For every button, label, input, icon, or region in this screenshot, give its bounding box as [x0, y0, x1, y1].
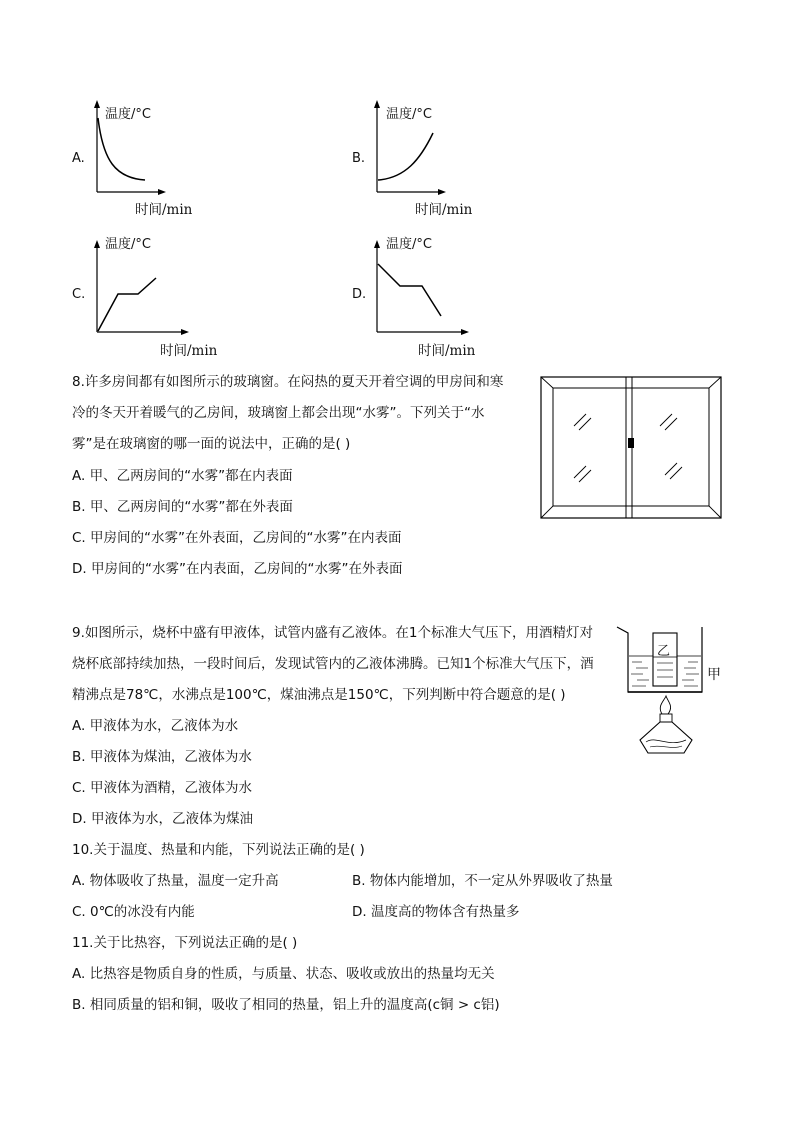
q8-stem-line-2: 冷的冬天开着暖气的乙房间，玻璃窗上都会出现“水雾”。下列关于“水 [72, 405, 485, 421]
option-label-a: A. [72, 151, 85, 166]
q8-option-c: C. 甲房间的“水雾”在外表面，乙房间的“水雾”在内表面 [72, 530, 402, 546]
q9-option-c: C. 甲液体为酒精，乙液体为水 [72, 780, 253, 796]
x-axis-label-d: 时间/min [418, 343, 476, 359]
x-axis-label-a: 时间/min [135, 202, 193, 218]
y-axis-label-a: 温度/°C [105, 107, 151, 122]
option-label-b: B. [352, 151, 366, 166]
q10-stem: 10.关于温度、热量和内能，下列说法正确的是( ) [72, 842, 365, 858]
q8-stem-line-1: 8.许多房间都有如图所示的玻璃窗。在闷热的夏天开着空调的甲房间和寒 [72, 374, 504, 390]
tube-label: 乙 [657, 644, 671, 659]
q8-option-b: B. 甲、乙两房间的“水雾”都在外表面 [72, 499, 293, 515]
option-label-c: C. [72, 287, 86, 302]
y-axis-label-c: 温度/°C [105, 237, 151, 252]
beaker-figure [0, 0, 1, 1]
x-axis-label-c: 时间/min [160, 343, 218, 359]
q9-stem-line-1: 9.如图所示，烧杯中盛有甲液体，试管内盛有乙液体。在1个标准大气压下，用酒精灯对 [72, 625, 593, 641]
q8-option-d: D. 甲房间的“水雾”在内表面，乙房间的“水雾”在外表面 [72, 561, 403, 577]
q9-stem-line-2: 烧杯底部持续加热，一段时间后，发现试管内的乙液体沸腾。已知1个标准大气压下，酒 [72, 656, 594, 672]
q8-option-a: A. 甲、乙两房间的“水雾”都在内表面 [72, 468, 293, 484]
q10-option-c: C. 0℃的冰没有内能 [72, 904, 195, 920]
q10-option-d: D. 温度高的物体含有热量多 [352, 904, 520, 920]
q11-stem: 11.关于比热容，下列说法正确的是( ) [72, 935, 298, 951]
q10-option-b: B. 物体内能增加，不一定从外界吸收了热量 [352, 873, 613, 889]
q10-option-a: A. 物体吸收了热量，温度一定升高 [72, 873, 279, 889]
y-axis-label-b: 温度/°C [386, 107, 432, 122]
q9-stem-line-3: 精沸点是78℃，水沸点是100℃，煤油沸点是150℃，下列判断中符合题意的是( ) [72, 687, 566, 703]
y-axis-label-d: 温度/°C [386, 237, 432, 252]
q9-option-b: B. 甲液体为煤油，乙液体为水 [72, 749, 252, 765]
q8-stem-line-3: 雾”是在玻璃窗的哪一面的说法中，正确的是( ) [72, 436, 351, 452]
q11-option-a: A. 比热容是物质自身的性质，与质量、状态、吸收或放出的热量均无关 [72, 966, 495, 982]
q11-option-b: B. 相同质量的铝和铜，吸收了相同的热量，铝上升的温度高(c铜 > c铝) [72, 997, 500, 1013]
option-label-d: D. [352, 287, 367, 302]
q9-option-d: D. 甲液体为水，乙液体为煤油 [72, 811, 253, 827]
beaker-label: 甲 [707, 667, 721, 683]
q9-option-a: A. 甲液体为水，乙液体为水 [72, 718, 239, 734]
x-axis-label-b: 时间/min [415, 202, 473, 218]
